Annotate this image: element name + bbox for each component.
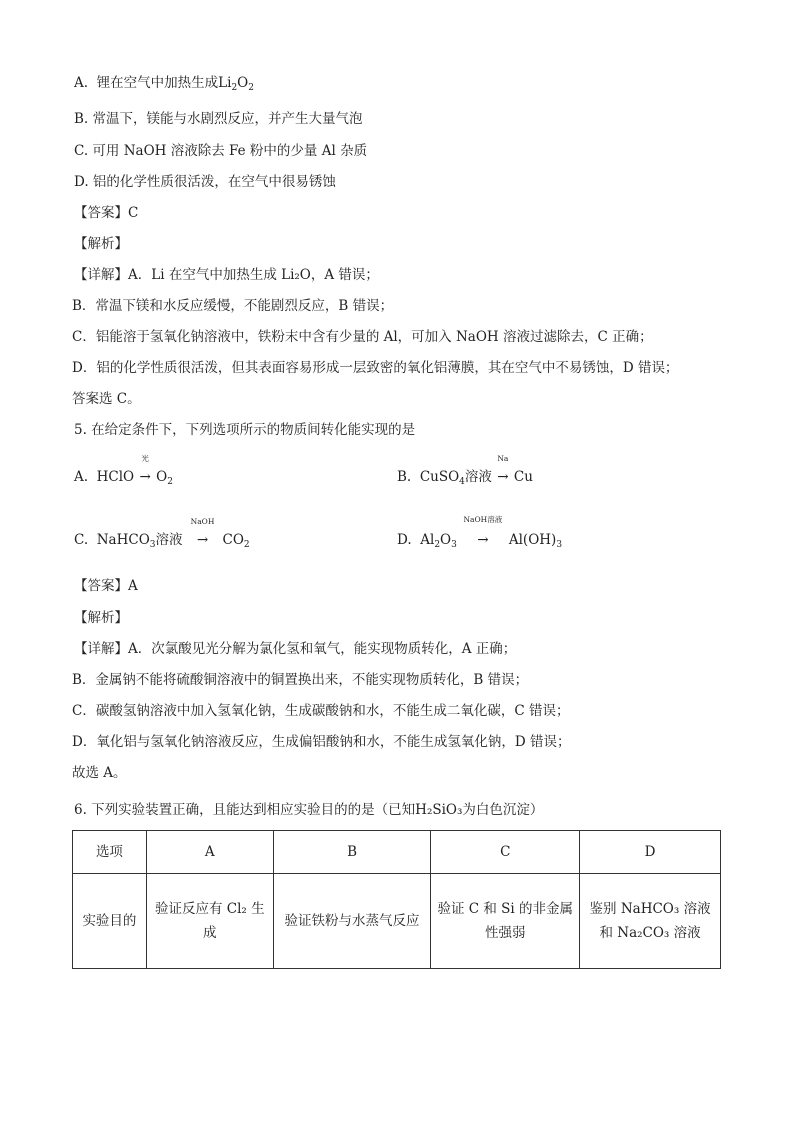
cell-line: 鉴别 NaHCO₃ 溶液 <box>589 901 711 917</box>
row-label-cell: 实验目的 <box>73 874 147 969</box>
option-label: A. <box>74 75 89 91</box>
q4-option-c: C. 可用 NaOH 溶液除去 Fe 粉中的少量 Al 杂质 <box>74 143 368 159</box>
q4-option-d: D. 铝的化学性质很活泼，在空气中很易锈蚀 <box>74 174 336 190</box>
detail-tag: 【详解】 <box>74 641 128 657</box>
q4-detail-b: B．常温下镁和水反应缓慢，不能剧烈反应，B 错误； <box>72 298 394 314</box>
product: CO <box>222 532 244 548</box>
detail-tag: 【详解】 <box>74 267 128 283</box>
q5-detail-a <box>74 640 516 658</box>
reactant-suffix: 溶液 <box>464 469 492 485</box>
q5-conclusion: 故选 A。 <box>72 765 127 781</box>
table-header-cell: B <box>273 831 431 874</box>
table-header-cell: A <box>146 831 273 874</box>
product: Cu <box>513 469 533 485</box>
reactant: Al <box>420 532 435 548</box>
reactant: HClO <box>96 469 135 485</box>
table-header-cell: D <box>580 831 721 874</box>
option-label: D. <box>397 532 412 548</box>
q6-table <box>72 830 721 969</box>
q5-option-c: C. NaHCO$_3$溶液 NaOH → $CO_2$ <box>74 531 250 549</box>
detail-text: A．Li 在空气中加热生成 Li₂O，A 错误； <box>128 267 379 283</box>
option-label: C. <box>74 532 89 548</box>
q4-detail-a <box>74 266 379 284</box>
stem-end: 为白色沉淀） <box>462 802 544 818</box>
reaction-arrow-icon: 光 → <box>134 468 156 486</box>
reactant: CuSO <box>419 469 460 485</box>
reaction-condition: NaOH <box>190 517 215 526</box>
reaction-arrow-icon: NaOH溶液 → <box>457 531 509 549</box>
q5-option-b: B. CuSO$_4$溶液 Na → Cu <box>397 468 533 486</box>
q5-option-a: A. HClO 光 → $O_2$ <box>74 468 173 486</box>
q5-answer <box>74 577 138 595</box>
cell-line: 成 <box>203 925 217 941</box>
table-header-cell: 选项 <box>73 831 147 874</box>
cell-line: 性强弱 <box>485 925 526 941</box>
product: O <box>156 469 168 485</box>
answer-tag: 【答案】 <box>74 205 128 221</box>
q4-detail-d: D．铝的化学性质很活泼，但其表面容易形成一层致密的氧化铝薄膜，其在空气中不易锈蚀，D 错误； <box>72 360 679 376</box>
table-row <box>73 874 721 969</box>
reaction-arrow-icon: NaOH → <box>183 531 223 549</box>
table-header-cell: C <box>431 831 580 874</box>
table-cell-a <box>146 874 273 969</box>
reaction-condition: NaOH溶液 <box>463 515 503 524</box>
li2o2-formula: $Li_2O_2$ <box>218 75 254 93</box>
option-label: A. <box>74 469 89 485</box>
q4-option-b: B. 常温下，镁能与水剧烈反应，并产生大量气泡 <box>74 111 363 127</box>
table-cell-b: 验证铁粉与水蒸气反应 <box>273 874 431 969</box>
option-text: 锂在空气中加热生成 <box>96 75 219 91</box>
cell-line: 和 Na₂CO₃ 溶液 <box>599 925 701 941</box>
q5-detail-b: B．金属钠不能将硫酸铜溶液中的铜置换出来，不能实现物质转化，B 错误； <box>72 672 529 688</box>
table-cell-d <box>580 874 721 969</box>
cell-line: 验证 C 和 Si 的非金属 <box>437 901 574 917</box>
stem-text: 6. 下列实验装置正确，且能达到相应实验目的的是（已知 <box>74 802 416 818</box>
answer-value: A <box>128 578 138 594</box>
answer-tag: 【答案】 <box>74 578 128 594</box>
table-header-row <box>73 831 721 874</box>
q5-option-d: D. $Al_2O_3$ NaOH溶液 → $Al(OH)_3$ <box>397 531 562 549</box>
q4-conclusion: 答案选 C。 <box>72 391 141 407</box>
reaction-condition: Na <box>497 454 509 463</box>
cell-line: 验证反应有 Cl₂ 生 <box>154 901 265 917</box>
q4-analysis-tag: 【解析】 <box>74 236 128 252</box>
detail-text: A．次氯酸见光分解为氯化氢和氧气，能实现物质转化，A 正确； <box>128 641 517 657</box>
reactant-suffix: 溶液 <box>155 532 183 548</box>
q4-detail-c: C．铝能溶于氢氧化钠溶液中，铁粉末中含有少量的 Al，可加入 NaOH 溶液过滤除去，C 正确； <box>72 329 653 345</box>
stem-formula: H₂SiO₃ <box>415 802 463 818</box>
q5-detail-c: C．碳酸氢钠溶液中加入氢氧化钠，生成碳酸钠和水，不能生成二氧化碳，C 错误； <box>72 703 570 719</box>
q6-stem <box>74 801 543 819</box>
q5-stem: 5. 在给定条件下，下列选项所示的物质间转化能实现的是 <box>74 422 416 438</box>
option-label: B. <box>397 469 412 485</box>
reactant: NaHCO <box>96 532 150 548</box>
q5-analysis-tag: 【解析】 <box>74 610 128 626</box>
q4-answer <box>74 204 138 222</box>
table-cell-c <box>431 874 580 969</box>
q4-option-a <box>74 74 254 92</box>
reaction-arrow-icon: Na → <box>492 468 514 486</box>
q5-detail-d: D．氧化铝与氢氧化钠溶液反应，生成偏铝酸钠和水，不能生成氢氧化钠，D 错误； <box>72 734 571 750</box>
answer-value: C <box>128 205 139 221</box>
reaction-condition: 光 <box>141 454 149 463</box>
product: Al(OH) <box>508 532 557 548</box>
